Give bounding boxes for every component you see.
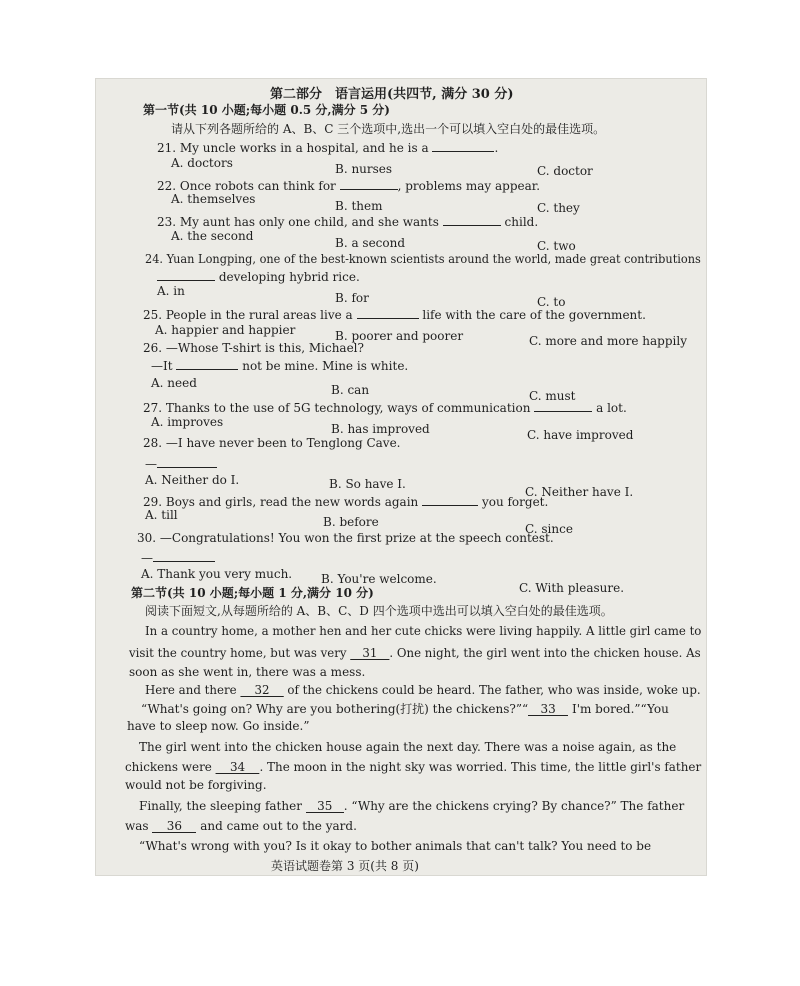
option-b: B. for (335, 291, 369, 305)
passage-line: visit the country home, but was very 31 . One night, the girl went into the chicken house. As (129, 646, 701, 660)
section2-instruction: 阅读下面短文,从每题所给的 A、B、C、D 四个选项中选出可以填入空白处的最佳选项。 (145, 604, 613, 618)
passage-line: The girl went into the chicken house again the next day. There was a noise again, as the (139, 740, 677, 754)
option-b: B. them (335, 199, 383, 213)
section1-instruction: 请从下列各题所给的 A、B、C 三个选项中,选出一个可以填入空白处的最佳选项。 (171, 122, 606, 136)
option-c: C. Neither have I. (525, 485, 634, 499)
passage-line: was 36 and came out to the yard. (125, 819, 357, 833)
question-stem: 21. My uncle works in a hospital, and he is a . (157, 141, 499, 155)
option-a: A. in (157, 284, 185, 298)
option-a: A. till (145, 508, 178, 522)
option-c: C. doctor (537, 164, 593, 178)
passage-line: soon as she went in, there was a mess. (129, 665, 366, 679)
blank-31: 31 (350, 648, 389, 660)
passage-line: “What's going on? Why are you bothering(打扰) the chickens?”“ 33 I'm bored.”“You (141, 702, 669, 716)
question-stem: 22. Once robots can think for , problems may appear. (157, 179, 541, 193)
section2-title: 第二节(共 10 小题;每小题 1 分,满分 10 分) (131, 586, 374, 600)
question-stem: 26. —Whose T-shirt is this, Michael? (143, 341, 364, 355)
option-c: C. more and more happily (529, 334, 687, 348)
option-a: A. Neither do I. (145, 473, 240, 487)
option-b: B. can (331, 383, 370, 397)
option-c: C. must (529, 389, 576, 403)
question-stem: 28. —I have never been to Tenglong Cave. (143, 436, 401, 450)
option-b: B. So have I. (329, 477, 406, 491)
question-stem: 30. —Congratulations! You won the first prize at the speech contest. (137, 531, 554, 545)
question-stem: 23. My aunt has only one child, and she wants child. (157, 215, 539, 229)
option-a: A. happier and happier (155, 323, 296, 337)
option-b: B. a second (335, 236, 406, 250)
question-stem-cont: — (145, 456, 217, 471)
option-a: A. Thank you very much. (141, 567, 293, 581)
blank-35: 35 (306, 801, 344, 813)
exam-page (95, 78, 707, 876)
option-b: B. You're welcome. (321, 572, 437, 586)
option-b: B. before (323, 515, 379, 529)
option-b: B. poorer and poorer (335, 329, 464, 343)
option-c: C. have improved (527, 428, 634, 442)
page-footer: 英语试题卷第 3 页(共 8 页) (271, 859, 419, 873)
blank-32: 32 (240, 685, 283, 697)
question-stem: 24. Yuan Longping, one of the best-known scientists around the world, made great contributions (145, 252, 701, 266)
option-a: A. themselves (171, 192, 256, 206)
passage-line: “What's wrong with you? Is it okay to bother animals that can't talk? You need to be (139, 839, 652, 853)
passage-line: In a country home, a mother hen and her cute chicks were living happily. A little girl came to (145, 624, 702, 638)
question-stem: 27. Thanks to the use of 5G technology, ways of communication a lot. (143, 401, 627, 415)
question-stem: 25. People in the rural areas live a life with the care of the government. (143, 308, 646, 322)
option-b: B. nurses (335, 162, 393, 176)
section1-title: 第一节(共 10 小题;每小题 0.5 分,满分 5 分) (143, 103, 390, 117)
option-c: C. they (537, 201, 580, 215)
option-c: C. since (525, 522, 573, 536)
option-a: A. need (151, 376, 197, 390)
question-stem: 29. Boys and girls, read the new words again you forget. (143, 495, 549, 509)
passage-line: Finally, the sleeping father 35 . “Why are the chickens crying? By chance?” The father (139, 799, 685, 813)
passage-line: have to sleep now. Go inside.” (127, 719, 310, 733)
blank-36: 36 (152, 821, 196, 833)
blank-33: 33 (528, 704, 568, 716)
option-c: C. two (537, 239, 576, 253)
question-stem-cont: —It not be mine. Mine is white. (151, 359, 409, 373)
passage-line: would not be forgiving. (125, 778, 267, 792)
option-c: C. With pleasure. (519, 581, 625, 595)
option-c: C. to (537, 295, 566, 309)
question-stem-cont: developing hybrid rice. (157, 269, 360, 284)
option-a: A. the second (171, 229, 254, 243)
part-title: 第二部分 语言运用(共四节, 满分 30 分) (270, 87, 514, 102)
option-a: A. improves (151, 415, 224, 429)
passage-line: Here and there 32 of the chickens could be heard. The father, who was inside, woke up. (145, 683, 701, 697)
question-stem-cont: — (141, 550, 215, 565)
passage-line: chickens were 34 . The moon in the night sky was worried. This time, the little girl's father (125, 760, 702, 774)
option-b: B. has improved (331, 422, 430, 436)
option-a: A. doctors (171, 156, 233, 170)
blank-34: 34 (216, 762, 260, 774)
